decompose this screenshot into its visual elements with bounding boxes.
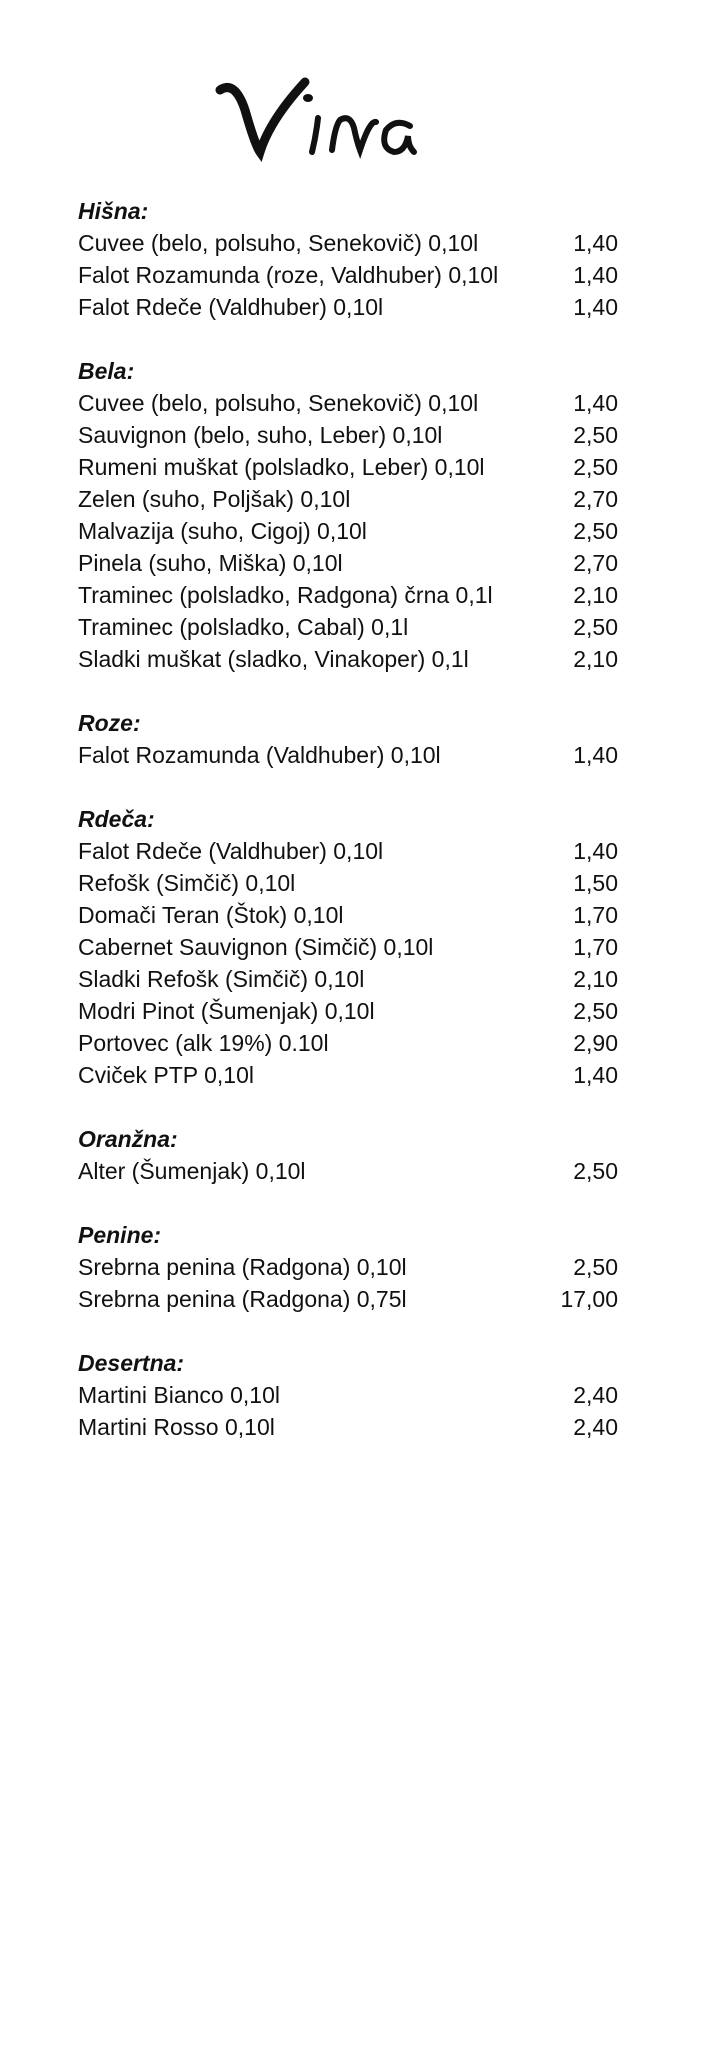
section-title: Bela:: [78, 358, 135, 384]
menu-section: [78, 355, 618, 675]
item-name: Sauvignon (belo, suho, Leber) 0,10l: [78, 422, 443, 448]
item-name: Cviček PTP 0,10l: [78, 1062, 254, 1088]
menu-item: [78, 643, 618, 675]
menu-item: [78, 1251, 618, 1283]
item-name: Falot Rdeče (Valdhuber) 0,10l: [78, 294, 384, 320]
item-name: Domači Teran (Štok) 0,10l: [78, 902, 344, 928]
menu-item: [78, 739, 618, 771]
menu-item: [78, 1027, 618, 1059]
menu-item: [78, 579, 618, 611]
item-name: Modri Pinot (Šumenjak) 0,10l: [78, 998, 375, 1024]
item-price: 2,50: [573, 422, 618, 448]
item-price: 1,40: [573, 1062, 618, 1088]
menu-item: [78, 835, 618, 867]
item-price: 2,70: [573, 550, 618, 576]
item-name: Zelen (suho, Poljšak) 0,10l: [78, 486, 351, 512]
menu-item: [78, 1411, 618, 1443]
menu-section: [78, 803, 618, 1091]
item-price: 1,70: [573, 902, 618, 928]
item-price: 1,40: [573, 230, 618, 256]
item-price: 2,50: [573, 614, 618, 640]
item-price: 1,40: [573, 390, 618, 416]
item-name: Pinela (suho, Miška) 0,10l: [78, 550, 343, 576]
item-name: Srebrna penina (Radgona) 0,75l: [78, 1286, 407, 1312]
menu-item: [78, 963, 618, 995]
item-price: 2,40: [573, 1382, 618, 1408]
section-title: Rdeča:: [78, 806, 155, 832]
item-name: Alter (Šumenjak) 0,10l: [78, 1158, 306, 1184]
menu-item: [78, 1379, 618, 1411]
item-name: Falot Rdeče (Valdhuber) 0,10l: [78, 838, 384, 864]
menu-item: [78, 387, 618, 419]
item-price: 1,40: [573, 262, 618, 288]
menu-item: [78, 515, 618, 547]
menu-title: [0, 70, 724, 180]
item-price: 2,10: [573, 646, 618, 672]
section-title: Roze:: [78, 710, 141, 736]
item-price: 1,40: [573, 742, 618, 768]
item-name: Cuvee (belo, polsuho, Senekovič) 0,10l: [78, 390, 479, 416]
item-name: Falot Rozamunda (Valdhuber) 0,10l: [78, 742, 441, 768]
item-price: 2,50: [573, 454, 618, 480]
menu-item: [78, 419, 618, 451]
menu-item: [78, 547, 618, 579]
menu-item: [78, 1155, 618, 1187]
item-name: Traminec (polsladko, Cabal) 0,1l: [78, 614, 409, 640]
item-name: Refošk (Simčič) 0,10l: [78, 870, 296, 896]
menu-item: [78, 1283, 618, 1315]
item-name: Sladki muškat (sladko, Vinakoper) 0,1l: [78, 646, 469, 672]
menu-section: [78, 1219, 618, 1315]
item-price: 2,10: [573, 582, 618, 608]
item-name: Portovec (alk 19%) 0.10l: [78, 1030, 329, 1056]
section-title: Hišna:: [78, 198, 149, 224]
item-name: Malvazija (suho, Cigoj) 0,10l: [78, 518, 367, 544]
menu-item: [78, 291, 618, 323]
item-price: 2,40: [573, 1414, 618, 1440]
section-title: Desertna:: [78, 1350, 185, 1376]
item-price: 2,10: [573, 966, 618, 992]
item-price: 2,50: [573, 1254, 618, 1280]
item-price: 1,40: [573, 838, 618, 864]
item-name: Traminec (polsladko, Radgona) črna 0,1l: [78, 582, 493, 608]
item-price: 2,90: [573, 1030, 618, 1056]
menu-item: [78, 931, 618, 963]
menu-item: [78, 483, 618, 515]
item-name: Srebrna penina (Radgona) 0,10l: [78, 1254, 407, 1280]
item-price: 1,40: [573, 294, 618, 320]
menu-item: [78, 995, 618, 1027]
menu-item: [78, 227, 618, 259]
menu-item: [78, 451, 618, 483]
item-price: 2,50: [573, 1158, 618, 1184]
section-title: Penine:: [78, 1222, 162, 1248]
menu-item: [78, 1059, 618, 1091]
vina-script-logo: [200, 70, 440, 170]
item-name: Rumeni muškat (polsladko, Leber) 0,10l: [78, 454, 485, 480]
item-price: 2,50: [573, 998, 618, 1024]
item-price: 1,50: [573, 870, 618, 896]
menu-item: [78, 899, 618, 931]
item-name: Falot Rozamunda (roze, Valdhuber) 0,10l: [78, 262, 499, 288]
menu-item: [78, 259, 618, 291]
item-name: Cabernet Sauvignon (Simčič) 0,10l: [78, 934, 434, 960]
section-title: Oranžna:: [78, 1126, 178, 1152]
item-price: 2,70: [573, 486, 618, 512]
menu-item: [78, 867, 618, 899]
wine-list: [78, 195, 618, 1475]
item-name: Cuvee (belo, polsuho, Senekovič) 0,10l: [78, 230, 479, 256]
menu-section: [78, 195, 618, 323]
menu-item: [78, 611, 618, 643]
item-price: 2,50: [573, 518, 618, 544]
menu-section: [78, 1123, 618, 1187]
menu-section: [78, 707, 618, 771]
menu-section: [78, 1347, 618, 1443]
item-price: 17,00: [560, 1286, 618, 1312]
item-price: 1,70: [573, 934, 618, 960]
item-name: Martini Rosso 0,10l: [78, 1414, 275, 1440]
item-name: Sladki Refošk (Simčič) 0,10l: [78, 966, 365, 992]
item-name: Martini Bianco 0,10l: [78, 1382, 280, 1408]
